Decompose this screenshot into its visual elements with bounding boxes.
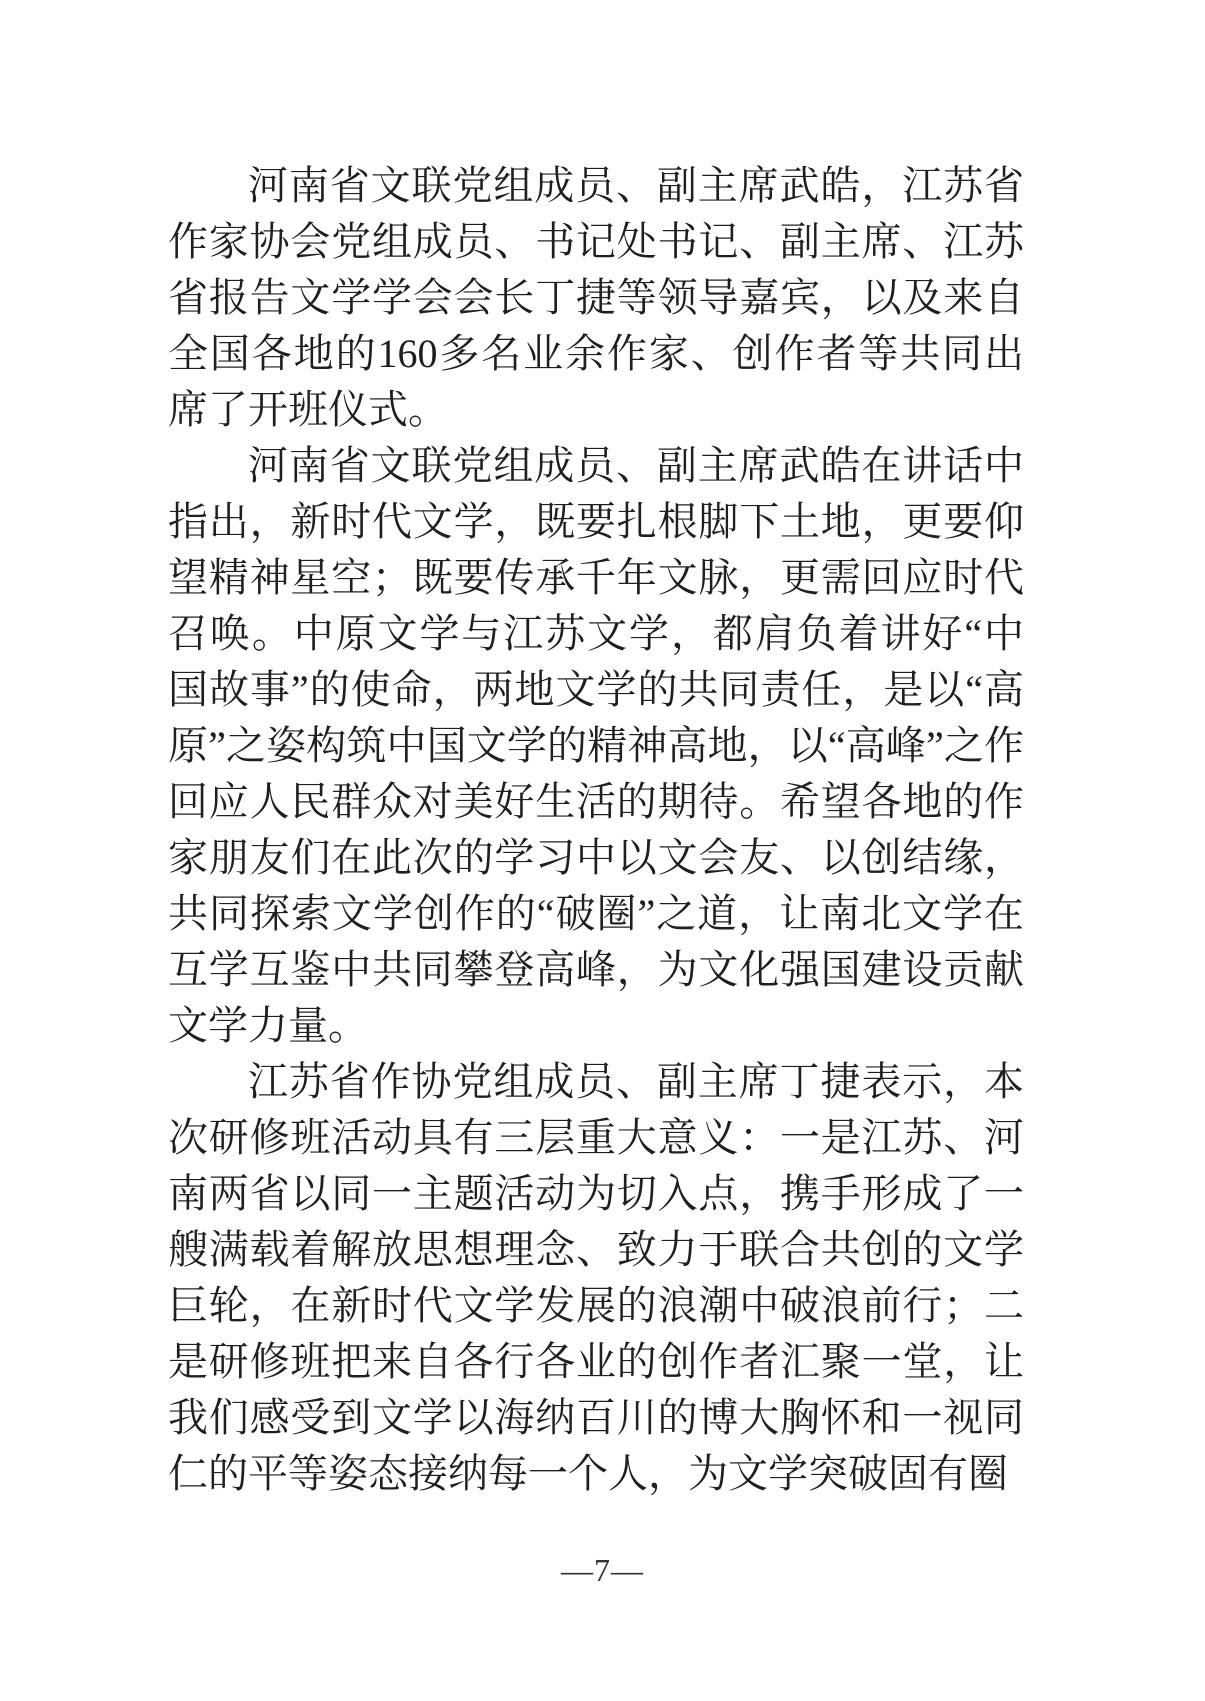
paragraph: 河南省文联党组成员、副主席武皓在讲话中指出，新时代文学，既要扎根脚下土地，更要仰望精神星空；既要传承千年文脉，更需回应时代召唤。中原文学与江苏文学，都肩负着讲好“中国故事”的使命，两地文学的共同责任，是以“高原”之姿构筑中国文学的精神高地，以“高峰”之作回应人民群众对美好生活的期待。希望各地的作家朋友们在此次的学习中以文会友、以创结缘，共同探索文学创作的“破圈”之道，让南北文学在互学互鉴中共同攀登高峰，为文化强国建设贡献文学力量。 <box>168 443 1024 1048</box>
paragraph: 河南省文联党组成员、副主席武皓，江苏省作家协会党组成员、书记处书记、副主席、江苏省报告文学学会会长丁捷等领导嘉宾，以及来自全国各地的160多名业余作家、创作者等共同出席了开班仪式。 <box>168 163 1024 432</box>
paragraph: 江苏省作协党组成员、副主席丁捷表示，本次研修班活动具有三层重大意义：一是江苏、河南两省以同一主题活动为切入点，携手形成了一艘满载着解放思想理念、致力于联合共创的文学巨轮，在新时代文学发展的浪潮中破浪前行；二是研修班把来自各行各业的创作者汇聚一堂，让我们感受到文学以海纳百川的博大胸怀和一视同仁的平等姿态接纳每一个人，为文学突破固有圈 <box>168 1059 1024 1496</box>
document-body <box>168 158 1024 1502</box>
page-number: —7— <box>561 1552 644 1588</box>
